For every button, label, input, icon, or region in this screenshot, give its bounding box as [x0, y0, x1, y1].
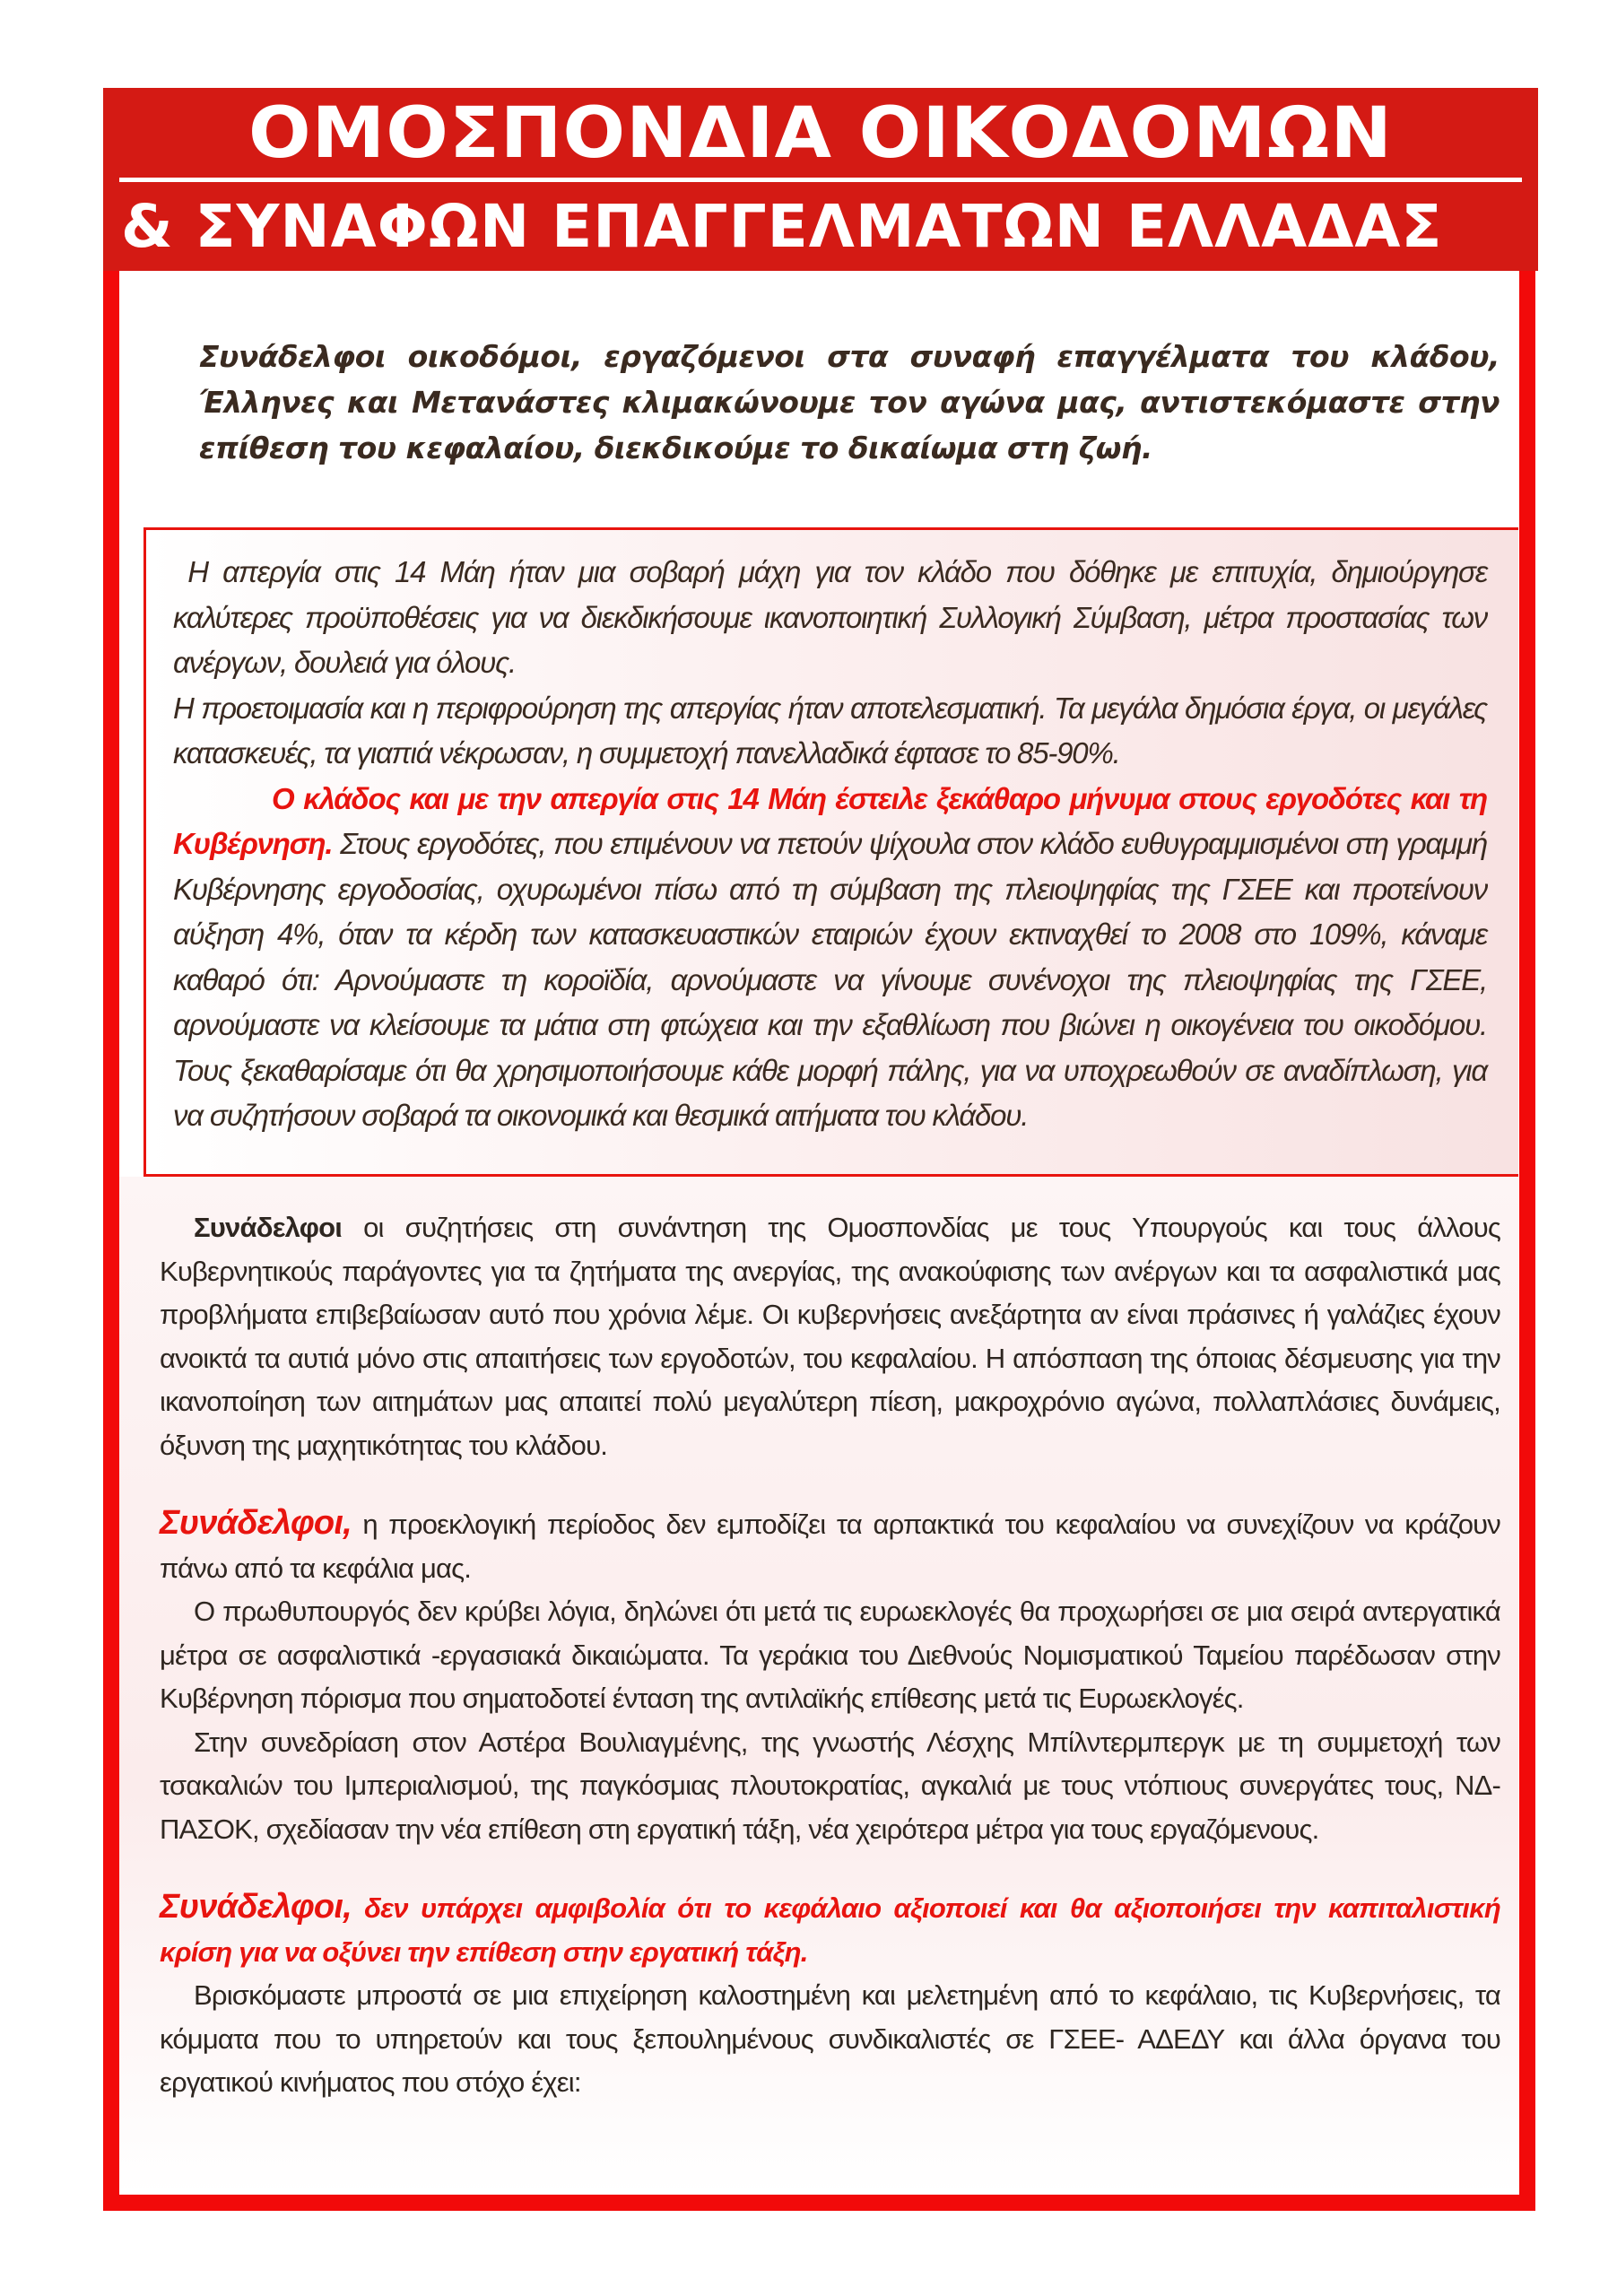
- section-3-lead: Συνάδελφοι,: [160, 1888, 352, 1926]
- strike-summary-box: [143, 527, 1518, 1177]
- section-1-lead: Συνάδελφοι: [194, 1212, 343, 1243]
- masthead: [103, 88, 1538, 271]
- section-3-paragraph: [160, 1885, 1500, 1974]
- section-1-paragraph: [160, 1206, 1500, 1467]
- masthead-title-line2: & ΣΥΝΑΦΩΝ ΕΠΑΓΓΕΛΜΑΤΩΝ ΕΛΛΑΔΑΣ: [121, 192, 1443, 261]
- section-3-paragraph-2: Βρισκόμαστε μπροστά σε μια επιχείρηση καλοστημένη και μελετημένη από το κεφάλαιο, τις Κυβερνήσεις, τα κόμματα που το υπηρετούν και τους ξεπουλημένους συνδικαλιστές σε ΓΣΕΕ- ΑΔΕΔΥ και άλλα όργανα του εργατικού κινήματος που στόχο έχει:: [160, 1979, 1500, 2098]
- strike-summary-text: [173, 550, 1487, 1139]
- section-2-text: η προεκλογική περίοδος δεν εμποδίζει τα αρπακτικά του κεφαλαίου να συνεχίζουν να κράζουν πάνω από τα κεφάλια μας.: [160, 1509, 1500, 1584]
- box-paragraph-1-text: Η απεργία στις 14 Μάη ήταν μια σοβαρή μάχη για τον κλάδο που δόθηκε με επιτυχία, δημιούργησε καλύτερες προϋποθέσεις για να διεκδικήσουμε ικανοποιητική Συλλογική Σύμβαση, μέτρα προστασίας των ανέργων, δουλειά για όλους.: [173, 555, 1488, 679]
- box-paragraph-1: [173, 550, 1487, 686]
- spacer: [160, 1467, 1500, 1501]
- spacer: [160, 1851, 1500, 1885]
- masthead-divider: [119, 178, 1522, 182]
- section-1-text: οι συζητήσεις στη συνάντηση της Ομοσπονδίας με τους Υπουργούς και τους άλλους Κυβερνητικούς παράγοντες για τα ζητήματα της ανεργίας, της ανακούφισης των ανέργων και τα ασφαλιστικά μας προβλήματα επιβεβαίωσαν αυτό που χρόνια λέμε. Οι κυβερνήσεις ανεξάρτητα αν είναι πράσινες ή γαλάζιες έχουν ανοικτά τα αυτιά μόνο στις απαιτήσεις των εργοδοτών, του κεφαλαίου. Η απόσπαση της όποιας δέσμευσης για την ικανοποίηση των αιτημάτων μας απαιτεί πολύ μεγαλύτερη πίεση, μακροχρόνιο αγώνα, πολλαπλάσιες δυνάμεις, όξυνση της μαχητικότητας του κλάδου.: [160, 1212, 1500, 1461]
- intro-paragraph: Συνάδελφοι οικοδόμοι, εργαζόμενοι στα συναφή επαγγέλματα του κλάδου, Έλληνες και Μετανάστες κλιμακώνουμε τον αγώνα μας, αντιστεκόμαστε στην επίθεση του κεφαλαίου, διεκδικούμε το δικαίωμα στη ζωή.: [199, 339, 1500, 465]
- section-2-paragraph: [160, 1501, 1500, 1590]
- box-paragraph-3: [173, 777, 1487, 1139]
- section-2-lead: Συνάδελφοι,: [160, 1504, 352, 1542]
- section-3-highlight: δεν υπάρχει αμφιβολία ότι το κεφάλαιο αξιοποιεί και θα αξιοποιήσει την καπιταλιστική κρίση για να οξύνει την επίθεση στην εργατική τάξη.: [160, 1892, 1500, 1968]
- box-paragraph-3-text: Στους εργοδότες, που επιμένουν να πετούν ψίχουλα στον κλάδο ευθυγραμμισμένοι στη γραμμή Κυβέρνησης εργοδοσίας, οχυρωμένοι πίσω από τη σύμβαση της πλειοψηφίας της ΓΣΕΕ και προτείνουν αύξηση 4%, όταν τα κέρδη των κατασκευαστικών εταιριών έχουν εκτιναχθεί το 2008 στο 109%, κάναμε καθαρό ότι: Αρνούμαστε τη κοροϊδία, αρνούμαστε να γίνουμε συνένοχοι της πλειοψηφίας της ΓΣΕΕ, αρνούμαστε να κλείσουμε τα μάτια στη φτώχεια και την εξαθλίωση που βιώνει η οικογένεια του οικοδόμου. Τους ξεκαθαρίσαμε ότι θα χρησιμοποιήσουμε κάθε μορφή πάλης, για να υποχρεωθούν σε αναδίπλωση, για να συζητήσουν σοβαρά τα οικονομικά και θεσμικά αιτήματα του κλάδου.: [173, 827, 1487, 1132]
- section-2-paragraph-2: Ο πρωθυπουργός δεν κρύβει λόγια, δηλώνει ότι μετά τις ευρωεκλογές θα προχωρήσει σε μια σειρά αντεργατικά μέτρα σε ασφαλιστικά -εργασιακά δικαιώματα. Τα γεράκια του Διεθνούς Νομισματικού Ταμείου παρέδωσαν στην Κυβέρνηση πόρισμα που σηματοδοτεί ένταση της αντιλαϊκής επίθεσης μετά τις Ευρωεκλογές.: [160, 1596, 1500, 1714]
- article-body: [160, 1206, 1500, 2105]
- masthead-title-line1: ΟΜΟΣΠΟΝΔΙΑ ΟΙΚΟΔΟΜΩΝ: [248, 93, 1394, 174]
- section-2-paragraph-3: Στην συνεδρίαση στον Αστέρα Βουλιαγμένης, της γνωστής Λέσχης Μπίλντερμπεργκ με τη συμμετοχή των τσακαλιών του Ιμπεριαλισμού, της παγκόσμιας πλουτοκρατίας, αγκαλιά με τους ντόπιους συνεργάτες τους, ΝΔ-ΠΑΣΟΚ, σχεδίασαν την νέα επίθεση στη εργατική τάξη, νέα χειρότερα μέτρα για τους εργαζόμενους.: [160, 1726, 1500, 1845]
- box-paragraph-2: Η προετοιμασία και η περιφρούρηση της απεργίας ήταν αποτελεσματική. Τα μεγάλα δημόσια έργα, οι μεγάλες κατασκευές, τα γιαπιά νέκρωσαν, η συμμετοχή πανελλαδικά έφτασε το 85-90%.: [173, 691, 1487, 770]
- box-paragraph-3-highlight: Ο κλάδος και με την απεργία στις 14 Μάη έστειλε ξεκάθαρο μήνυμα στους εργοδότες και τη Κυβέρνηση.: [173, 781, 1487, 860]
